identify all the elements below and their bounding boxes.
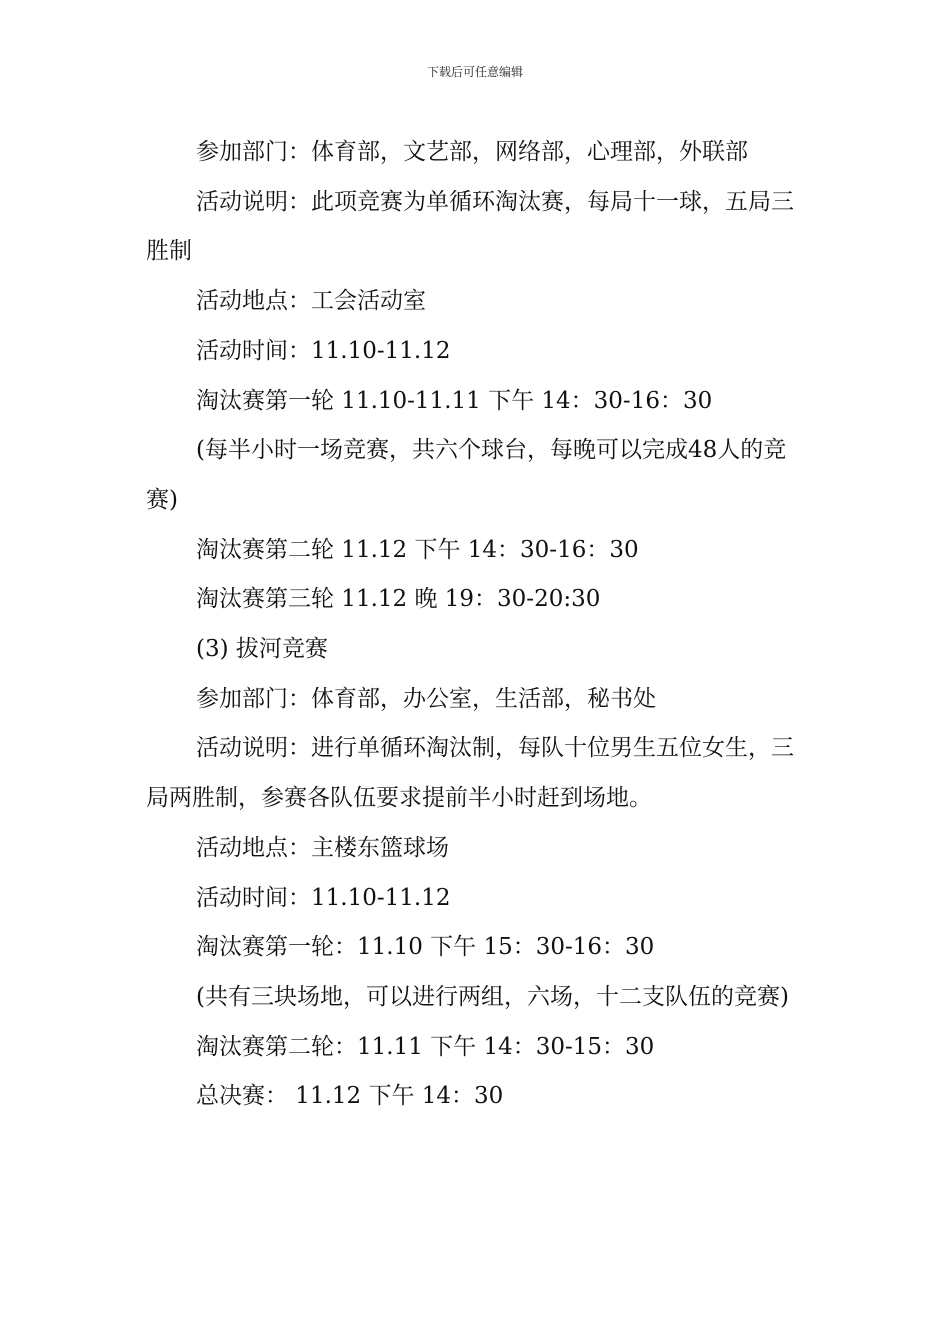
section-heading-tug-of-war: (3) 拔河竞赛: [196, 636, 328, 663]
paragraph-time-1: 活动时间：11.10-11.12: [196, 337, 451, 364]
paragraph-round-3: 淘汰赛第三轮 11.12 晚 19：30-20:30: [196, 586, 601, 613]
paragraph-final: 总决赛： 11.12 下午 14：30: [196, 1083, 504, 1110]
paragraph-participants-1: 参加部门：体育部，文艺部，网络部，心理部，外联部: [196, 139, 748, 165]
paragraph-tug-round-2: 淘汰赛第二轮：11.11 下午 14：30-15：30: [196, 1033, 655, 1060]
paragraph-participants-2: 参加部门：体育部，办公室，生活部，秘书处: [196, 685, 656, 712]
paragraph-round-1-note: (每半小时一场竞赛，共六个球台，每晚可以完成48人的竞赛): [146, 437, 787, 513]
paragraph-time-2: 活动时间：11.10-11.12: [196, 884, 451, 911]
paragraph-location-1: 活动地点：工会活动室: [196, 288, 426, 315]
paragraph-round-1: 淘汰赛第一轮 11.10-11.11 下午 14：30-16：30: [196, 387, 713, 414]
document-body: [146, 128, 810, 1122]
paragraph-description-2: 活动说明：进行单循环淘汰制，每队十位男生五位女生，三局两胜制，参赛各队伍要求提前半小时赶到场地。: [146, 735, 794, 812]
paragraph-round-2: 淘汰赛第二轮 11.12 下午 14：30-16：30: [196, 536, 639, 563]
paragraph-tug-round-1-note: (共有三块场地，可以进行两组，六场，十二支队伍的竞赛): [196, 983, 789, 1010]
page-header-note: 下载后可任意编辑: [426, 65, 523, 79]
paragraph-description-1: 活动说明：此项竞赛为单循环淘汰赛，每局十一球，五局三胜制: [146, 188, 794, 265]
paragraph-location-2: 活动地点：主楼东篮球场: [196, 834, 449, 861]
paragraph-tug-round-1: 淘汰赛第一轮：11.10 下午 15：30-16：30: [196, 934, 655, 961]
